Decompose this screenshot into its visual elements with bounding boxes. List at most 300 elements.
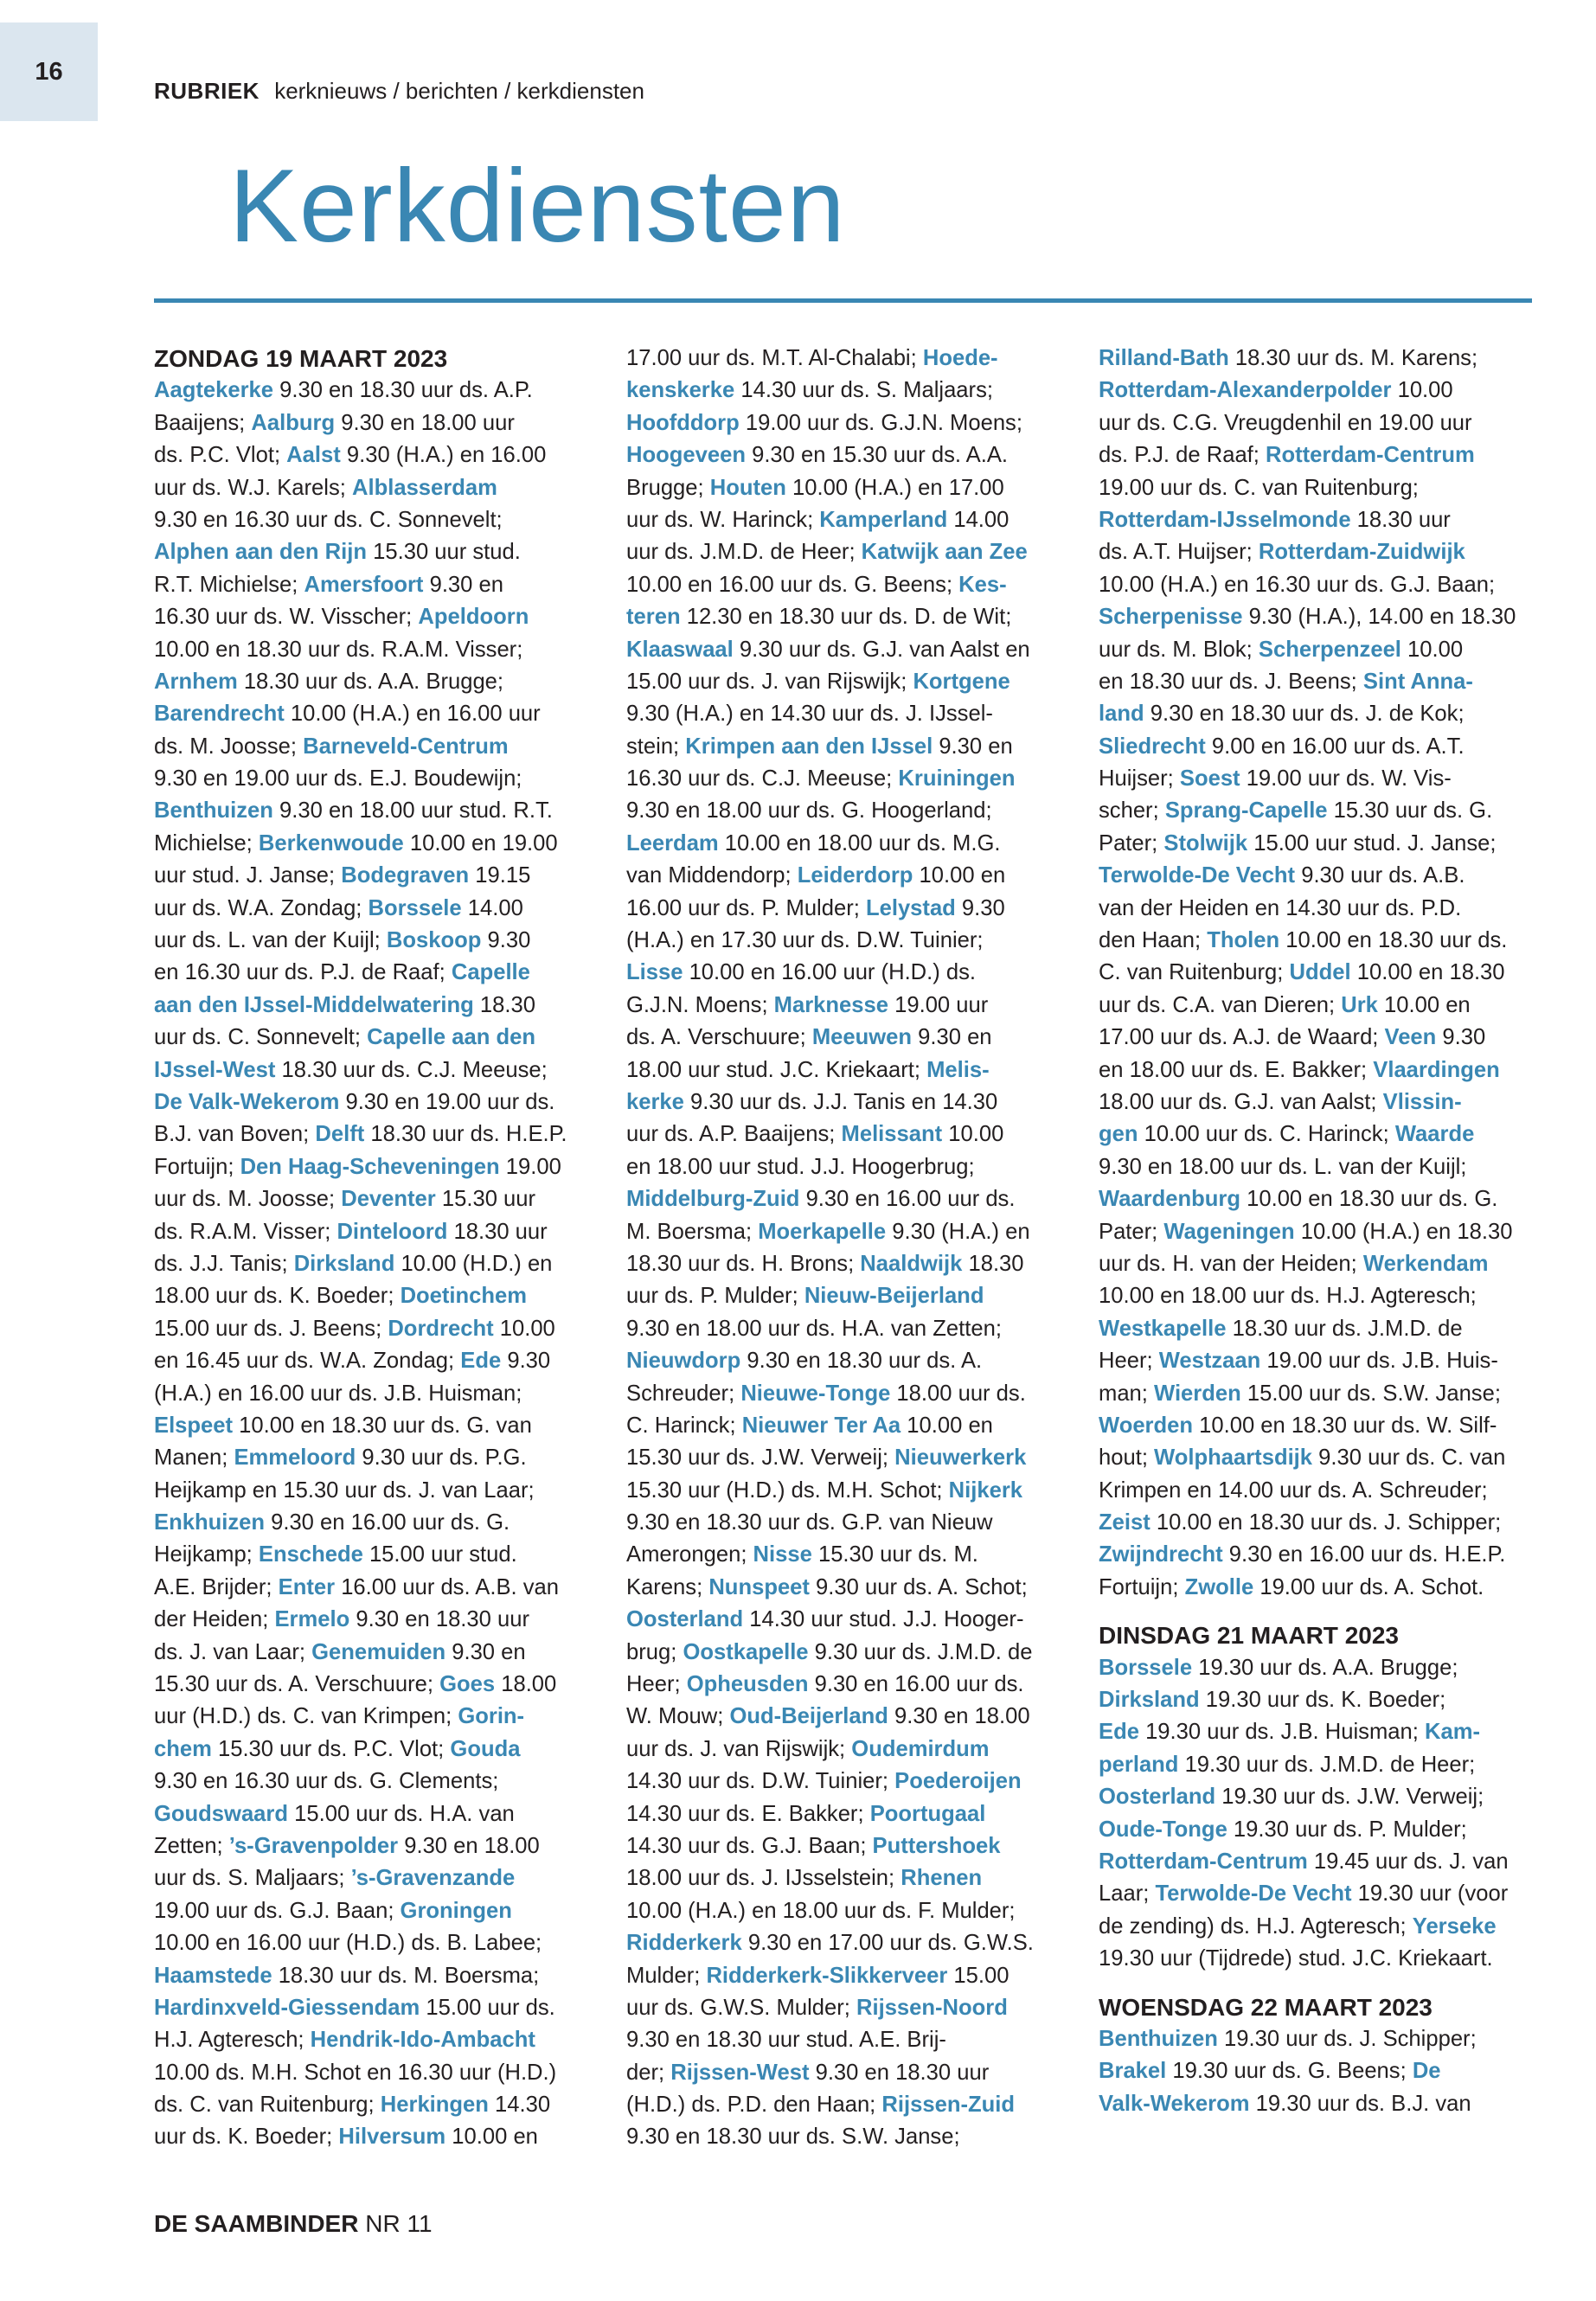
- service-details: 10.00 en 18.00 uur ds. H.J. Agteresch;: [1099, 1284, 1477, 1309]
- service-details: hout;: [1099, 1445, 1155, 1471]
- service-details: 15.30 uur ds. J.W. Verweij;: [626, 1445, 895, 1471]
- service-details: 19.00 uur: [888, 992, 989, 1017]
- service-line: [154, 1507, 591, 1539]
- service-line: [626, 1539, 1063, 1571]
- service-details: 9.30 en 16.00 uur ds. H.E.P.: [1222, 1542, 1506, 1567]
- place-name: Arnhem: [154, 669, 238, 694]
- service-details: 17.00 uur ds. M.T. Al-Chalabi;: [626, 346, 923, 370]
- service-details: 10.00 en 18.30 uur ds.: [1279, 928, 1508, 953]
- service-details: ds. A. Verschuure;: [626, 1025, 812, 1050]
- service-line: [1099, 763, 1535, 795]
- service-line: [626, 990, 1063, 1022]
- service-details: 15.00: [947, 1963, 1010, 1988]
- service-details: 18.30 uur ds. M. Karens;: [1228, 346, 1478, 370]
- service-details: 9.30 en 16.00 uur ds.: [808, 1672, 1024, 1697]
- service-details: 19.00 uur ds. G.J.N. Moens;: [739, 410, 1022, 435]
- service-details: uur ds. K. Boeder;: [154, 2125, 339, 2150]
- service-line: [1099, 893, 1535, 925]
- place-name: land: [1099, 702, 1144, 727]
- service-details: uur ds. H. van der Heiden;: [1099, 1251, 1363, 1276]
- service-line: [1099, 472, 1535, 504]
- service-line: [1099, 1475, 1535, 1507]
- service-details: uur ds. P. Mulder;: [626, 1284, 804, 1309]
- service-details: 9.30 en 18.30 uur ds. A.: [740, 1349, 983, 1374]
- service-details: C. van Ruitenburg;: [1099, 960, 1290, 985]
- service-details: (H.A.) en 16.00 uur ds. J.B. Huisman;: [154, 1381, 522, 1406]
- place-name: Rilland-Bath: [1099, 346, 1229, 370]
- service-line: [626, 1734, 1063, 1766]
- service-line: [626, 1313, 1063, 1345]
- service-line: [154, 1572, 591, 1604]
- service-line: [626, 1151, 1063, 1183]
- service-line: [626, 1507, 1063, 1539]
- service-details: 9.30 en 15.30 uur ds. A.A.: [745, 443, 1009, 468]
- service-line: [154, 2089, 591, 2121]
- place-name: Rijssen-West: [670, 2060, 810, 2085]
- service-details: 10.00 en 18.30 uur ds. R.A.M. Visser;: [154, 637, 523, 662]
- service-line: [1099, 1216, 1535, 1248]
- service-details: ds. J. van Laar;: [154, 1639, 312, 1664]
- service-line: [154, 1313, 591, 1345]
- service-details: 9.30 (H.A.) en 14.30 uur ds. J. IJssel-: [626, 702, 993, 727]
- service-details: 14.30 uur ds. D.W. Tuinier;: [626, 1769, 895, 1794]
- footer: [154, 2210, 433, 2238]
- service-line: [626, 375, 1063, 407]
- service-line: [154, 1604, 591, 1636]
- service-line: [1099, 957, 1535, 989]
- service-details: Michielse;: [154, 830, 259, 856]
- service-line: [626, 893, 1063, 925]
- service-line: [154, 1830, 591, 1862]
- service-details: Zetten;: [154, 1833, 229, 1858]
- service-line: [1099, 1280, 1535, 1312]
- service-line: [626, 407, 1063, 439]
- service-details: 9.30 en 18.30 uur ds. G.P. van Nieuw: [626, 1510, 993, 1535]
- service-line: [626, 795, 1063, 827]
- place-name: Enkhuizen: [154, 1510, 265, 1535]
- service-details: Heer;: [1099, 1349, 1159, 1374]
- service-line: [1099, 860, 1535, 892]
- service-details: Laar;: [1099, 1881, 1156, 1907]
- place-name: kenskerke: [626, 378, 735, 403]
- service-line: [154, 763, 591, 795]
- service-details: 10.00 en 18.30: [1350, 960, 1505, 985]
- service-line: [154, 1992, 591, 2024]
- service-line: [154, 2121, 591, 2153]
- place-name: Oosterland: [1099, 1785, 1216, 1810]
- service-line: [626, 1054, 1063, 1086]
- service-line: [1099, 1022, 1535, 1054]
- service-details: 9.30 en 16.00 uur ds.: [799, 1187, 1016, 1212]
- service-line: [626, 1927, 1063, 1959]
- service-line: [154, 990, 591, 1022]
- service-line: [1099, 1054, 1535, 1086]
- service-details: uur ds. W.A. Zondag;: [154, 895, 369, 920]
- service-details: 12.30 en 18.30 uur ds. D. de Wit;: [680, 605, 1012, 630]
- place-name: Den Haag-Scheveningen: [240, 1154, 500, 1179]
- service-line: [626, 1216, 1063, 1248]
- service-line: [154, 2024, 591, 2056]
- service-details: 19.30 uur ds. J.B. Huisman;: [1138, 1720, 1425, 1745]
- place-name: Apeldoorn: [418, 605, 529, 630]
- place-name: Barendrecht: [154, 702, 285, 727]
- service-line: [154, 536, 591, 568]
- service-details: 9.30 en 18.00 uur: [335, 410, 515, 435]
- service-details: uur ds. W. Harinck;: [626, 507, 820, 532]
- service-details: Fortuijn;: [154, 1154, 240, 1179]
- place-name: Zeist: [1099, 1510, 1151, 1535]
- place-name: Rotterdam-Alexanderpolder: [1099, 378, 1392, 403]
- service-line: [1099, 1507, 1535, 1539]
- service-details: 18.30 uur ds. A.A. Brugge;: [237, 669, 504, 694]
- service-details: 10.00 en 19.00: [403, 830, 558, 856]
- place-name: Alblasserdam: [352, 475, 497, 500]
- service-line: [1099, 1086, 1535, 1118]
- service-details: man;: [1099, 1381, 1155, 1406]
- place-name: Oosterland: [626, 1607, 744, 1632]
- service-details: 9.30: [1436, 1025, 1486, 1050]
- service-details: 9.30 en 18.30 uur ds. S.W. Janse;: [626, 2125, 960, 2150]
- service-details: 9.30 en 18.30 uur ds. J. de Kok;: [1144, 702, 1465, 727]
- service-line: [154, 1701, 591, 1733]
- service-line: [626, 1992, 1063, 2024]
- service-line: [626, 504, 1063, 536]
- service-details: 9.30 uur ds. P.G.: [356, 1445, 527, 1471]
- place-name: Lelystad: [865, 895, 956, 920]
- place-name: Benthuizen: [1099, 2026, 1218, 2051]
- service-details: 19.45 uur ds. J. van: [1307, 1849, 1509, 1874]
- service-details: 10.00 (H.D.) en: [394, 1251, 553, 1276]
- service-line: [1099, 1878, 1535, 1910]
- service-line: [1099, 731, 1535, 763]
- place-name: Woerden: [1099, 1413, 1194, 1438]
- place-name: Vlissin-: [1382, 1089, 1462, 1114]
- service-details: Huijser;: [1099, 766, 1180, 792]
- service-line: [626, 1637, 1063, 1669]
- place-name: Goes: [439, 1672, 496, 1697]
- service-line: [1099, 1652, 1535, 1684]
- service-details: 14.30 uur ds. E. Bakker;: [626, 1801, 870, 1826]
- service-details: Mulder;: [626, 1963, 707, 1988]
- service-line: [626, 1960, 1063, 1992]
- service-line: [1099, 1442, 1535, 1474]
- place-name: Nisse: [753, 1542, 812, 1567]
- service-details: ds. M. Joosse;: [154, 734, 304, 759]
- service-details: 15.30 uur ds. G.: [1327, 798, 1493, 824]
- service-details: ds. P.J. de Raaf;: [1099, 443, 1266, 468]
- service-line: [1099, 666, 1535, 698]
- service-line: [626, 1086, 1063, 1118]
- service-details: 18.00 uur ds. K. Boeder;: [154, 1284, 401, 1309]
- service-details: 16.00 uur ds. A.B. van: [335, 1574, 560, 1599]
- service-details: uur (H.D.) ds. C. van Krimpen;: [154, 1704, 458, 1729]
- place-name: chem: [154, 1736, 212, 1761]
- place-name: Wolphaartsdijk: [1154, 1445, 1313, 1471]
- service-line: [1099, 343, 1535, 375]
- service-details: 9.30 uur ds. J.M.D. de: [808, 1639, 1033, 1664]
- service-line: [154, 472, 591, 504]
- service-line: [154, 1734, 591, 1766]
- service-line: [154, 1280, 591, 1312]
- service-details: 18.00 uur stud. J.C. Kriekaart;: [626, 1057, 927, 1082]
- service-line: [154, 893, 591, 925]
- place-name: Rijssen-Zuid: [881, 2093, 1015, 2118]
- place-name: Nunspeet: [708, 1574, 810, 1599]
- place-name: aan den IJssel-Middelwatering: [154, 992, 474, 1017]
- place-name: Capelle: [451, 960, 530, 985]
- service-details: H.J. Agteresch;: [154, 2028, 311, 2053]
- service-details: 15.00 uur ds. H.A. van: [288, 1801, 515, 1826]
- service-line: [626, 1345, 1063, 1377]
- service-details: Krimpen en 14.00 uur ds. A. Schreuder;: [1099, 1477, 1488, 1503]
- service-details: Pater;: [1099, 830, 1164, 856]
- service-line: [626, 472, 1063, 504]
- place-name: Rhenen: [901, 1866, 983, 1891]
- service-details: 14.30 uur ds. S. Maljaars;: [734, 378, 993, 403]
- service-line: [626, 1701, 1063, 1733]
- service-line: [154, 1960, 591, 1992]
- service-details: 9.30 en 19.00 uur ds.: [339, 1089, 555, 1114]
- service-details: 10.00 (H.A.) en 18.30: [1294, 1219, 1513, 1244]
- service-details: der;: [626, 2060, 671, 2085]
- service-details: 9.30 (H.A.), 14.00 en 18.30: [1242, 605, 1516, 630]
- service-line: [1099, 1410, 1535, 1442]
- service-details: 10.00 en: [913, 863, 1006, 888]
- service-line: [626, 731, 1063, 763]
- service-line: [626, 763, 1063, 795]
- place-name: Zwijndrecht: [1099, 1542, 1223, 1567]
- place-name: Vlaardingen: [1373, 1057, 1500, 1082]
- service-line: [154, 1637, 591, 1669]
- service-details: uur ds. C. Sonnevelt;: [154, 1025, 368, 1050]
- service-line: [1099, 1684, 1535, 1716]
- place-name: Leerdam: [626, 830, 719, 856]
- service-line: [1099, 1345, 1535, 1377]
- service-line: [1099, 375, 1535, 407]
- place-name: Aagtekerke: [154, 378, 274, 403]
- place-name: Capelle aan den: [367, 1025, 535, 1050]
- place-name: Marknesse: [773, 992, 888, 1017]
- place-name: Hoede-: [922, 346, 998, 370]
- service-details: 19.30 uur (Tijdrede) stud. J.C. Kriekaart.: [1099, 1946, 1493, 1971]
- service-line: [1099, 1539, 1535, 1571]
- service-details: 14.00: [947, 507, 1010, 532]
- place-name: Puttershoek: [872, 1833, 1001, 1858]
- place-name: Katwijk aan Zee: [861, 540, 1028, 565]
- service-details: uur stud. J. Janse;: [154, 863, 342, 888]
- column-3: [1099, 343, 1535, 2176]
- place-name: Alphen aan den Rijn: [154, 540, 368, 565]
- service-details: B.J. van Boven;: [154, 1122, 316, 1147]
- service-details: Pater;: [1099, 1219, 1164, 1244]
- place-name: Dirksland: [293, 1251, 395, 1276]
- service-details: 19.30 uur ds. B.J. van: [1249, 2091, 1471, 2116]
- service-details: 9.00 en 16.00 uur ds. A.T.: [1205, 734, 1465, 759]
- service-details: 9.30 en 18.30 uur: [809, 2060, 990, 2085]
- service-details: ds. R.A.M. Visser;: [154, 1219, 337, 1244]
- place-name: Valk-Wekerom: [1099, 2091, 1250, 2116]
- service-line: [1099, 1749, 1535, 1781]
- service-details: 15.00 uur ds. J. Beens;: [154, 1316, 388, 1341]
- service-line: [154, 925, 591, 957]
- service-details: 18.00: [495, 1672, 557, 1697]
- service-details: Fortuijn;: [1099, 1574, 1185, 1599]
- service-details: 19.30 uur ds. A.A. Brugge;: [1192, 1655, 1458, 1680]
- place-name: Nieuwe-Tonge: [740, 1381, 891, 1406]
- service-details: 10.00 ds. M.H. Schot en 16.30 uur (H.D.): [154, 2060, 557, 2085]
- service-line: [1099, 1183, 1535, 1215]
- service-details: uur ds. C.G. Vreugdenhil en 19.00 uur: [1099, 410, 1472, 435]
- service-line: [154, 375, 591, 407]
- service-line: [626, 957, 1063, 989]
- place-name: Soest: [1179, 766, 1240, 792]
- service-line: [1099, 1716, 1535, 1748]
- service-line: [626, 1572, 1063, 1604]
- place-name: De: [1412, 2059, 1441, 2084]
- place-name: Naaldwijk: [860, 1251, 963, 1276]
- service-details: 14.30 uur stud. J.J. Hooger-: [743, 1607, 1024, 1632]
- service-details: 9.30 uur ds. J.J. Tanis en 14.30: [683, 1089, 998, 1114]
- service-details: 9.30 en: [445, 1639, 526, 1664]
- place-name: Westzaan: [1158, 1349, 1261, 1374]
- service-details: ds. C. van Ruitenburg;: [154, 2093, 381, 2118]
- place-name: Ridderkerk: [626, 1931, 742, 1956]
- service-line: [1099, 1911, 1535, 1943]
- place-name: Leiderdorp: [797, 863, 913, 888]
- service-details: 10.00 uur ds. C. Harinck;: [1138, 1122, 1395, 1147]
- service-details: uur ds. J.M.D. de Heer;: [626, 540, 862, 565]
- service-line: [1099, 698, 1535, 730]
- service-line: [1099, 1846, 1535, 1878]
- service-details: scher;: [1099, 798, 1165, 824]
- service-details: 9.30 en 18.00 uur ds. G. Hoogerland;: [626, 798, 992, 824]
- place-name: Dordrecht: [388, 1316, 494, 1341]
- service-line: [626, 1895, 1063, 1927]
- service-line: [1099, 1151, 1535, 1183]
- service-line: [154, 504, 591, 536]
- place-name: Sliedrecht: [1099, 734, 1206, 759]
- service-line: [154, 666, 591, 698]
- service-line: [1099, 1248, 1535, 1280]
- page-title: Kerkdiensten: [229, 148, 846, 264]
- service-details: 15.00 uur stud.: [362, 1542, 517, 1567]
- place-name: Rotterdam-IJsselmonde: [1099, 507, 1351, 532]
- service-details: 16.00 uur ds. P. Mulder;: [626, 895, 866, 920]
- service-details: den Haan;: [1099, 928, 1208, 953]
- date-heading: ZONDAG 19 MAART 2023: [154, 345, 448, 372]
- place-name: Krimpen aan den IJssel: [685, 734, 933, 759]
- service-details: 9.30 (H.A.) en 16.00: [340, 443, 547, 468]
- service-details: 9.30 en 18.00 uur stud. R.T.: [272, 798, 553, 824]
- service-line: [154, 634, 591, 666]
- place-name: Urk: [1341, 992, 1378, 1017]
- service-line: [1099, 2088, 1535, 2120]
- place-name: Kes-: [958, 572, 1007, 597]
- service-details: en 18.00 uur ds. E. Bakker;: [1099, 1057, 1374, 1082]
- place-name: Delft: [315, 1122, 365, 1147]
- place-name: Waarde: [1394, 1122, 1475, 1147]
- place-name: Nieuw-Beijerland: [804, 1284, 984, 1309]
- service-line: [626, 569, 1063, 601]
- service-details: 15.30 uur (H.D.) ds. M.H. Schot;: [626, 1477, 949, 1503]
- place-name: Hoogeveen: [626, 443, 746, 468]
- service-line: [626, 1442, 1063, 1474]
- place-name: Opheusden: [686, 1672, 809, 1697]
- service-line: [1099, 1943, 1535, 1975]
- place-name: Benthuizen: [154, 798, 273, 824]
- service-details: 9.30 en 19.00 uur ds. E.J. Boudewijn;: [154, 766, 522, 792]
- service-details: 15.00 uur stud. J. Janse;: [1247, 830, 1497, 856]
- service-details: 18.00 uur ds.: [890, 1381, 1026, 1406]
- rubric-breadcrumb: [154, 78, 644, 105]
- place-name: Enschede: [258, 1542, 363, 1567]
- column-1: [154, 343, 591, 2176]
- service-details: 15.00 uur ds. J. van Rijswijk;: [626, 669, 913, 694]
- service-details: uur ds. A.P. Baaijens;: [626, 1122, 842, 1147]
- service-line: [626, 1830, 1063, 1862]
- service-details: 16.30 uur ds. C.J. Meeuse;: [626, 766, 899, 792]
- service-details: 18.30: [473, 992, 535, 1017]
- service-line: [154, 1151, 591, 1183]
- service-details: en 16.45 uur ds. W.A. Zondag;: [154, 1349, 461, 1374]
- place-name: Bodegraven: [341, 863, 470, 888]
- service-details: 10.00 en 18.30 uur ds. J. Schipper;: [1150, 1510, 1502, 1535]
- place-name: Kruiningen: [898, 766, 1016, 792]
- service-line: [626, 666, 1063, 698]
- place-name: Nieuwdorp: [626, 1349, 741, 1374]
- service-line: [154, 828, 591, 860]
- service-details: Heer;: [626, 1672, 687, 1697]
- place-name: gen: [1099, 1122, 1138, 1147]
- service-details: 10.00 en: [901, 1413, 993, 1438]
- service-line: [1099, 828, 1535, 860]
- place-name: Enter: [278, 1574, 336, 1599]
- service-line: [1099, 569, 1535, 601]
- place-name: Nijkerk: [948, 1477, 1023, 1503]
- place-name: Stolwijk: [1163, 830, 1248, 856]
- service-details: 15.00 uur ds.: [420, 1995, 555, 2020]
- service-details: 9.30 en 18.00 uur ds. H.A. van Zetten;: [626, 1316, 1002, 1341]
- service-details: (H.A.) en 17.30 uur ds. D.W. Tuinier;: [626, 928, 984, 953]
- place-name: Herkingen: [380, 2093, 489, 2118]
- service-details: 18.30 uur ds. J.M.D. de: [1226, 1316, 1463, 1341]
- service-line: [154, 1022, 591, 1054]
- service-details: de zending) ds. H.J. Agteresch;: [1099, 1913, 1413, 1939]
- place-name: Nieuwerkerk: [894, 1445, 1027, 1471]
- service-details: en 16.30 uur ds. P.J. de Raaf;: [154, 960, 452, 985]
- place-name: Rotterdam-Centrum: [1099, 1849, 1308, 1874]
- place-name: Veen: [1384, 1025, 1437, 1050]
- service-line: [1099, 634, 1535, 666]
- place-name: Terwolde-De Vecht: [1099, 863, 1296, 888]
- service-details: 9.30 en 18.00 uur ds. L. van der Kuijl;: [1099, 1154, 1467, 1179]
- service-line: [154, 1798, 591, 1830]
- place-name: Lisse: [626, 960, 683, 985]
- service-line: [626, 1798, 1063, 1830]
- service-details: 10.00 en 18.30 uur ds. W. Silf-: [1193, 1413, 1497, 1438]
- place-name: Rijssen-Noord: [856, 1995, 1008, 2020]
- service-details: 10.00: [942, 1122, 1004, 1147]
- service-line: [626, 1378, 1063, 1410]
- service-details: 15.30 uur ds. M.: [811, 1542, 978, 1567]
- place-name: Brakel: [1099, 2059, 1167, 2084]
- section-spacer: [1099, 1976, 1535, 1991]
- service-details: 10.00 en 16.00 uur (H.D.) ds. B. Labee;: [154, 1931, 542, 1956]
- service-details: 19.00 uur ds. G.J. Baan;: [154, 1898, 401, 1923]
- place-name: ’s-Gravenpolder: [228, 1833, 399, 1858]
- service-details: 17.00 uur ds. A.J. de Waard;: [1099, 1025, 1385, 1050]
- service-line: [154, 957, 591, 989]
